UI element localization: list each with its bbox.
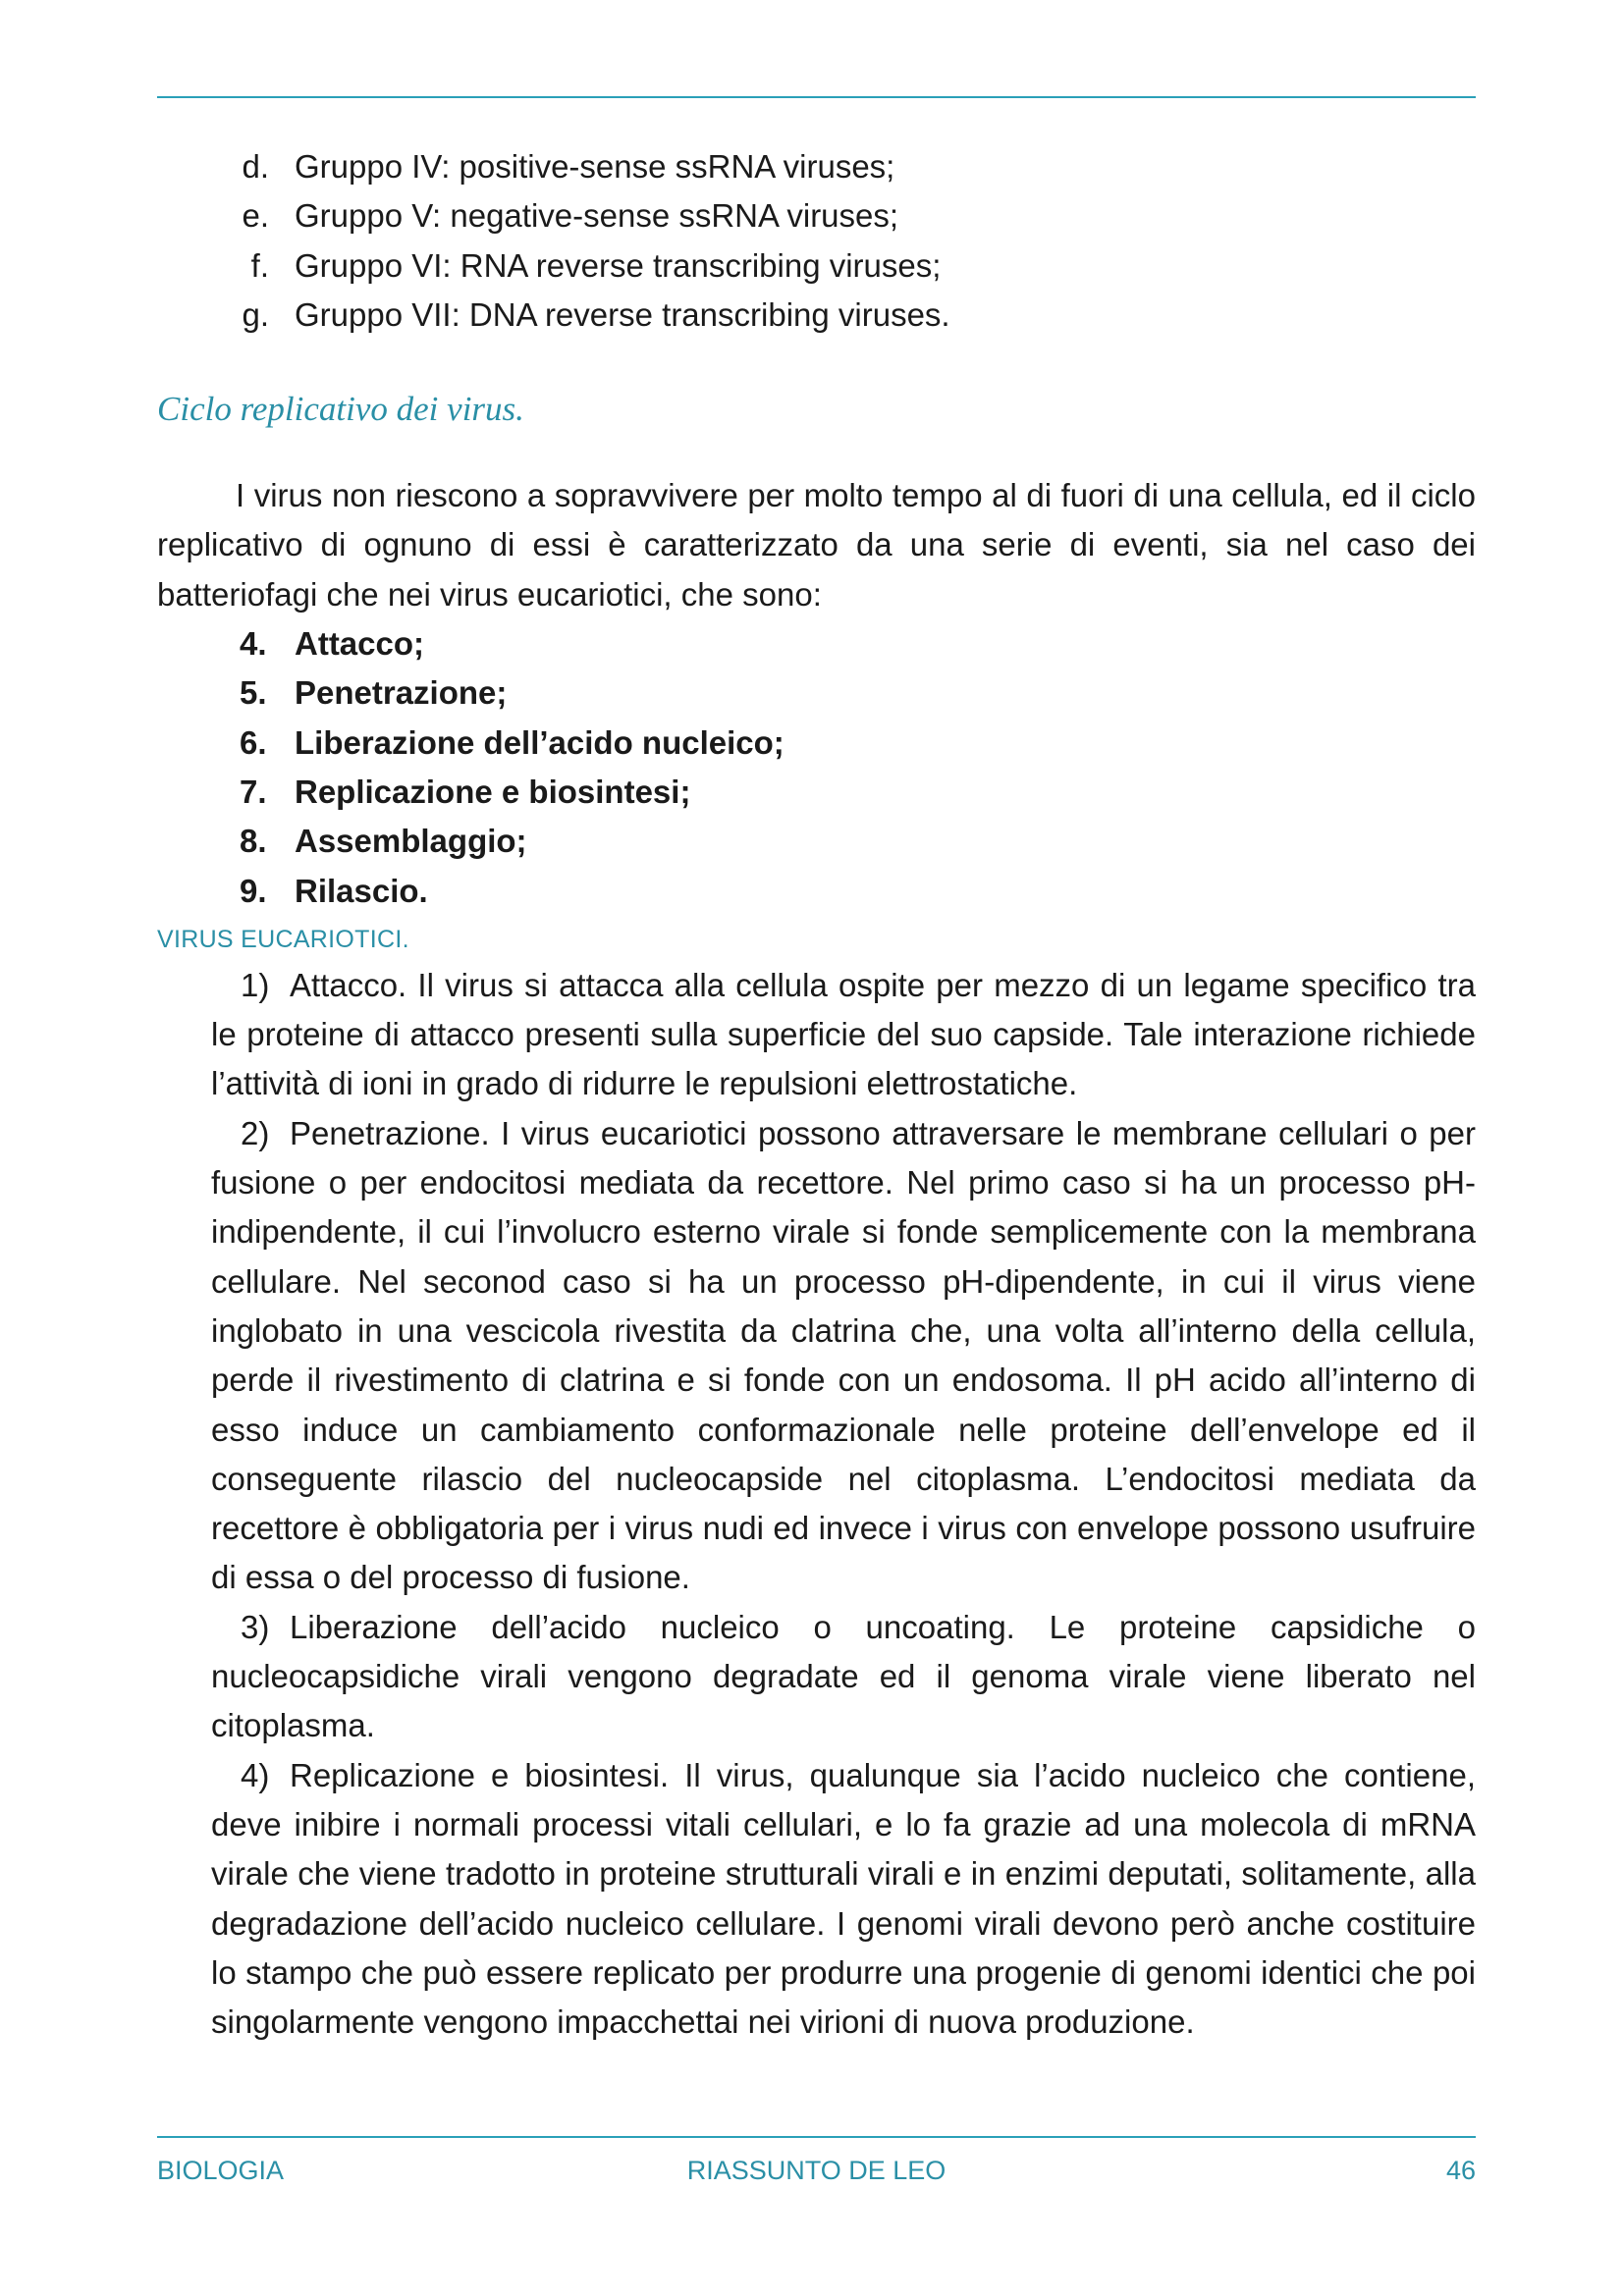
list-text: Rilascio. [295,872,428,909]
intro-text: I virus non riescono a sopravvivere per molto tempo al di fuori di una cellula, ed il ciclo replicativo di ognuno di essi è caratterizzato da una serie di eventi, sia nel caso dei batteriofagi che nei virus eucariotici, che sono: [157,477,1476,613]
step-text: Attacco. Il virus si attacca alla cellula ospite per mezzo di un legame specifico tra le proteine di attacco presenti sulla superficie del suo capside. Tale interazione richiede l’attività di ioni in grado di ridurre le repulsioni elettrostatiche. [211,966,1476,1102]
step-marker: 4) [241,1756,270,1793]
list-text: Replicazione e biosintesi; [295,773,691,810]
list-text: Gruppo VII: DNA reverse transcribing viruses. [295,295,950,333]
section-title: Ciclo replicativo dei virus. [157,390,524,429]
list-text: Gruppo V: negative-sense ssRNA viruses; [295,197,899,235]
list-item [157,768,1476,817]
list-marker: 7. [240,773,267,810]
step-paragraph [211,1751,1476,2048]
eukaryotic-steps [157,961,1476,2048]
footer-title: RIASSUNTO DE LEO [686,2156,947,2185]
step-marker: 1) [241,966,270,1003]
step-paragraph [211,961,1476,1109]
list-marker: e. [242,197,269,235]
list-text: Gruppo IV: positive-sense ssRNA viruses; [295,148,895,185]
list-item [157,241,1476,291]
list-text: Gruppo VI: RNA reverse transcribing viruses; [295,246,942,284]
list-text: Attacco; [295,625,425,663]
list-item [157,668,1476,718]
list-text: Assemblaggio; [295,823,527,860]
list-marker: 4. [240,625,267,663]
list-marker: g. [242,295,269,333]
list-marker: 9. [240,872,267,909]
list-marker: d. [242,148,269,185]
intro-paragraph [157,471,1476,619]
step-marker: 2) [241,1114,270,1151]
step-text: Penetrazione. I virus eucariotici possono attraversare le membrane cellulari o per fusione o per endocitosi mediata da recettore. Nel primo caso si ha un processo pH-indipendente, il cui l’involucro esterno virale si fonde semplicemente con la membrana cellulare. Nel seconod caso si ha un processo pH-dipendente, in cui il virus viene inglobato in una vescicola rivestita da clatrina che, una volta all’interno della cellula, perde il rivestimento di clatrina e si fonde con un endosoma. Il pH acido all’interno di esso induce un cambiamento conformazionale nelle proteine dell’envelope ed il conseguente rilascio del nucleocapside nel citoplasma. L’endocitosi mediata da recettore è obbligatoria per i virus nudi ed invece i virus con envelope possono usufruire di essa o del processo di fusione. [211,1114,1476,1596]
page-content [157,142,1476,2047]
header-rule [157,96,1476,98]
list-item [157,619,1476,668]
list-item [157,719,1476,768]
page-number: 46 [1445,2156,1476,2185]
subsection-heading: VIRUS EUCARIOTICI. [157,925,409,953]
step-marker: 3) [241,1608,270,1645]
list-marker: f. [250,246,269,284]
page-footer [157,2156,1476,2195]
list-text: Liberazione dell’acido nucleico; [295,723,784,761]
virus-groups-list [157,142,1476,340]
list-item [157,867,1476,916]
list-item [157,817,1476,866]
list-marker: 5. [240,674,267,712]
footer-rule [157,2136,1476,2138]
step-paragraph [211,1603,1476,1751]
footer-subject: BIOLOGIA [157,2156,285,2185]
replication-steps-list [157,619,1476,916]
list-item [157,191,1476,240]
list-marker: 8. [240,823,267,860]
step-text: Replicazione e biosintesi. Il virus, qualunque sia l’acido nucleico che contiene, deve inibire i normali processi vitali cellulari, e lo fa grazie ad una molecola di mRNA virale che viene tradotto in proteine strutturali virali e in enzimi deputati, solitamente, alla degradazione dell’acido nucleico cellulare. I genomi virali devono però anche costituire lo stampo che può essere replicato per produrre una progenie di genomi identici che poi singolarmente vengono impacchettai nei virioni di nuova produzione. [211,1756,1476,2041]
step-text: Liberazione dell’acido nucleico o uncoating. Le proteine capsidiche o nucleocapsidiche virali vengono degradate ed il genoma virale viene liberato nel citoplasma. [211,1608,1476,1744]
list-item [157,291,1476,340]
step-paragraph [211,1109,1476,1603]
list-item [157,142,1476,191]
list-marker: 6. [240,723,267,761]
list-text: Penetrazione; [295,674,508,712]
